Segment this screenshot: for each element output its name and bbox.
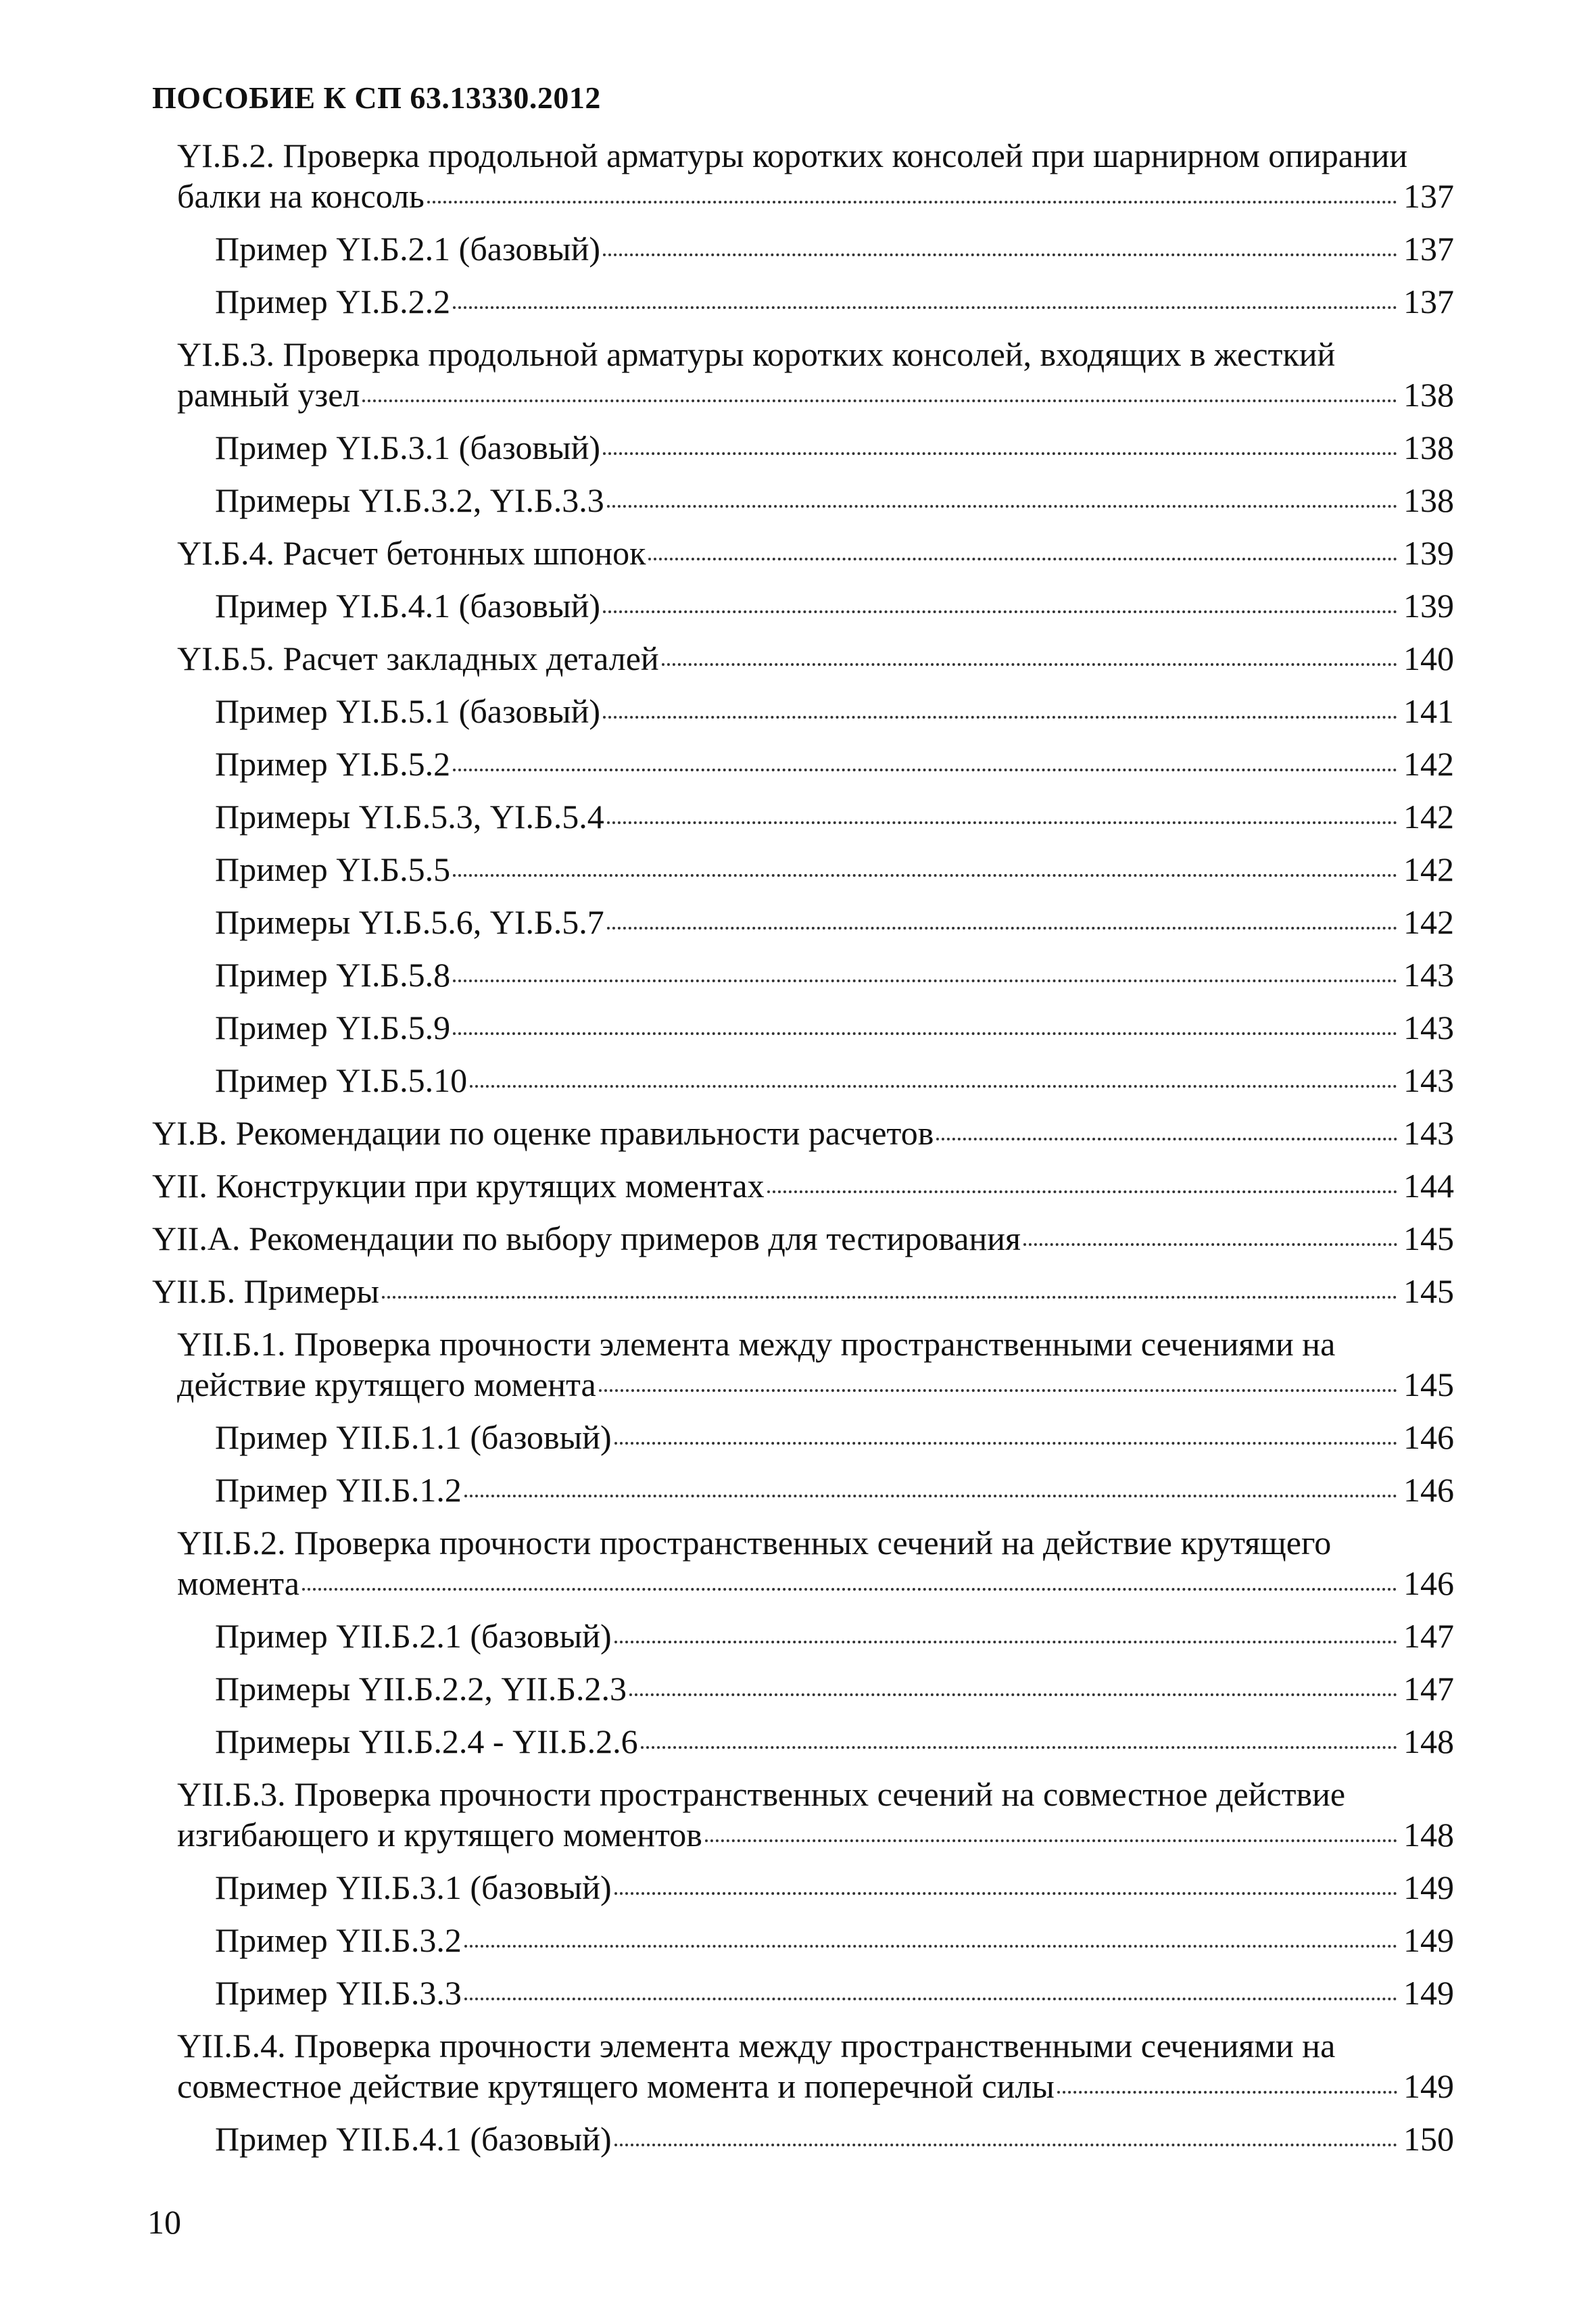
toc-entry-title: YI.В. Рекомендации по оценке правильности расчетов [152, 1114, 934, 1152]
dot-leader [614, 1641, 1397, 1643]
toc-entry-page: 145 [1403, 1272, 1454, 1310]
toc-entry-title: Пример YII.Б.3.1 (базовый) [215, 1868, 612, 1906]
dot-leader [464, 1998, 1397, 2000]
toc-entry-page: 142 [1403, 745, 1454, 783]
toc-entry-page: 148 [1403, 1816, 1454, 1854]
dot-leader [705, 1839, 1397, 1842]
dot-leader [427, 201, 1397, 203]
toc-entry-title: Пример YI.Б.4.1 (базовый) [215, 587, 601, 625]
toc-entry-page: 146 [1403, 1471, 1454, 1509]
toc-entry-page: 143 [1403, 956, 1454, 994]
toc-entry [0, 744, 1596, 796]
toc-entry-page: 143 [1403, 1114, 1454, 1152]
toc-entry-title: Примеры YII.Б.2.2, YII.Б.2.3 [215, 1670, 627, 1708]
toc-entry [0, 1218, 1596, 1271]
toc-entry-title: Пример YI.Б.5.5 [215, 850, 451, 888]
dot-leader [629, 1693, 1397, 1696]
toc-entry-page: 149 [1403, 1974, 1454, 2012]
toc-entry [0, 1668, 1596, 1721]
toc-entry-title: балки на консоль [177, 177, 425, 215]
toc-entry-page: 141 [1403, 692, 1454, 730]
toc-entry-page: 145 [1403, 1220, 1454, 1257]
document-header: ПОСОБИЕ К СП 63.13330.2012 [152, 80, 601, 115]
toc-entry-page: 137 [1403, 177, 1454, 215]
page-number: 10 [147, 2203, 181, 2241]
dot-leader [614, 1442, 1397, 1445]
toc-entry-title: Пример YI.Б.2.2 [215, 283, 451, 320]
dot-leader [453, 769, 1397, 771]
toc-entry [0, 638, 1596, 691]
toc-entry [0, 281, 1596, 334]
toc-entry-page: 140 [1403, 640, 1454, 677]
toc-entry-title-line: YI.Б.2. Проверка продольной арматуры коротких консолей при шарнирном опирании [177, 137, 1408, 174]
toc-entry [0, 1616, 1596, 1668]
dot-leader [362, 400, 1397, 402]
toc-entry-title-line: YI.Б.3. Проверка продольной арматуры коротких консолей, входящих в жесткий [177, 335, 1336, 373]
toc-entry-page: 138 [1403, 429, 1454, 466]
dot-leader [603, 254, 1397, 256]
toc-entry-page: 139 [1403, 587, 1454, 625]
dot-leader [1023, 1243, 1397, 1246]
toc-entry [0, 1774, 1596, 1867]
toc-entry [0, 427, 1596, 480]
toc-entry-title-line: YII.Б.1. Проверка прочности элемента между пространственными сечениями на [177, 1325, 1336, 1363]
toc-entry-page: 142 [1403, 850, 1454, 888]
toc-entry-title: Пример YI.Б.5.1 (базовый) [215, 692, 601, 730]
dot-leader [607, 821, 1397, 824]
toc-entry-page: 147 [1403, 1670, 1454, 1708]
toc-entry-title: Примеры YI.Б.3.2, YI.Б.3.3 [215, 481, 604, 519]
dot-leader [607, 927, 1397, 930]
dot-leader [453, 874, 1397, 877]
toc-entry-page: 137 [1403, 230, 1454, 268]
toc-entry-page: 139 [1403, 534, 1454, 572]
dot-leader [662, 663, 1397, 666]
toc-entry [0, 1973, 1596, 2025]
toc-entry-title: Пример YI.Б.5.10 [215, 1061, 468, 1099]
toc-entry [0, 480, 1596, 533]
toc-entry-title: Примеры YI.Б.5.6, YI.Б.5.7 [215, 903, 604, 941]
toc-entry [0, 955, 1596, 1007]
toc-entry [0, 334, 1596, 427]
toc-entry-page: 148 [1403, 1722, 1454, 1760]
toc-entry-title: Пример YII.Б.3.3 [215, 1974, 462, 2012]
dot-leader [614, 1892, 1397, 1895]
dot-leader [470, 1085, 1397, 1088]
toc-entry [0, 1007, 1596, 1060]
dot-leader [302, 1588, 1397, 1591]
toc-entry [0, 1920, 1596, 1973]
toc-entry-title: момента [177, 1564, 299, 1602]
toc-entry [0, 796, 1596, 849]
toc-entry-title: Пример YI.Б.5.9 [215, 1009, 451, 1046]
dot-leader [453, 980, 1397, 982]
toc-entry-title: YII. Конструкции при крутящих моментах [152, 1167, 765, 1205]
toc-entry-title: Пример YI.Б.3.1 (базовый) [215, 429, 601, 466]
toc-entry [0, 902, 1596, 955]
toc-entry-title: YI.Б.4. Расчет бетонных шпонок [177, 534, 646, 572]
dot-leader [614, 2144, 1397, 2146]
toc-entry-title: YI.Б.5. Расчет закладных деталей [177, 640, 659, 677]
toc-entry [0, 585, 1596, 638]
toc-entry-page: 149 [1403, 2067, 1454, 2105]
toc-entry-page: 149 [1403, 1921, 1454, 1959]
dot-leader [382, 1296, 1397, 1299]
toc-entry [0, 228, 1596, 281]
dot-leader [1057, 2091, 1397, 2094]
dot-leader [648, 558, 1397, 560]
toc-entry-title: Примеры YI.Б.5.3, YI.Б.5.4 [215, 798, 604, 836]
toc-entry [0, 2119, 1596, 2171]
toc-entry-page: 146 [1403, 1564, 1454, 1602]
toc-entry-title: Пример YII.Б.3.2 [215, 1921, 462, 1959]
toc-entry [0, 849, 1596, 902]
toc-entry-page: 142 [1403, 903, 1454, 941]
dot-leader [464, 1495, 1397, 1497]
toc-entry-page: 138 [1403, 376, 1454, 414]
toc-entry [0, 2025, 1596, 2119]
toc-entry-page: 137 [1403, 283, 1454, 320]
toc-entry-title: Пример YII.Б.1.1 (базовый) [215, 1418, 612, 1456]
dot-leader [453, 306, 1397, 309]
toc-entry-title-line: YII.Б.2. Проверка прочности пространственных сечений на действие крутящего [177, 1524, 1332, 1562]
dot-leader [603, 716, 1397, 719]
toc-entry [0, 1113, 1596, 1165]
toc-entry-page: 142 [1403, 798, 1454, 836]
toc-entry-title: YII.А. Рекомендации по выбору примеров для тестирования [152, 1220, 1021, 1257]
toc-entry [0, 691, 1596, 744]
toc-entry-title: Пример YII.Б.2.1 (базовый) [215, 1617, 612, 1655]
dot-leader [603, 610, 1397, 613]
toc-entry-title: Пример YI.Б.5.2 [215, 745, 451, 783]
toc-entry-title-line: YII.Б.3. Проверка прочности пространственных сечений на совместное действие [177, 1775, 1346, 1813]
dot-leader [453, 1032, 1397, 1035]
toc-entry-title: Примеры YII.Б.2.4 - YII.Б.2.6 [215, 1722, 638, 1760]
toc-entry [0, 1324, 1596, 1417]
toc-entry-page: 146 [1403, 1418, 1454, 1456]
toc-entry [0, 1417, 1596, 1470]
toc-entry-title: изгибающего и крутящего моментов [177, 1816, 702, 1854]
toc-entry [0, 533, 1596, 585]
toc-entry-page: 149 [1403, 1868, 1454, 1906]
dot-leader [603, 452, 1397, 455]
dot-leader [464, 1945, 1397, 1948]
toc-entry [0, 1271, 1596, 1324]
toc-entry-title: действие крутящего момента [177, 1366, 596, 1403]
toc-entry [0, 1060, 1596, 1113]
toc-entry-page: 147 [1403, 1617, 1454, 1655]
toc-entry-page: 143 [1403, 1061, 1454, 1099]
toc-entry-title: YII.Б. Примеры [152, 1272, 379, 1310]
toc-entry-title: Пример YI.Б.2.1 (базовый) [215, 230, 601, 268]
toc-entry-title-line: YII.Б.4. Проверка прочности элемента между пространственными сечениями на [177, 2027, 1336, 2065]
dot-leader [607, 505, 1397, 508]
toc-entry-page: 138 [1403, 481, 1454, 519]
toc-entry [0, 1470, 1596, 1522]
toc-entry-title: Пример YII.Б.1.2 [215, 1471, 462, 1509]
toc-entry-page: 143 [1403, 1009, 1454, 1046]
toc-entry [0, 1867, 1596, 1920]
toc-entry [0, 135, 1596, 228]
toc-entry-page: 145 [1403, 1366, 1454, 1403]
table-of-contents [0, 135, 1596, 2171]
toc-entry-title: рамный узел [177, 376, 360, 414]
toc-entry [0, 1522, 1596, 1616]
toc-entry-title: совместное действие крутящего момента и поперечной силы [177, 2067, 1055, 2105]
toc-entry-title: Пример YI.Б.5.8 [215, 956, 451, 994]
toc-entry-title: Пример YII.Б.4.1 (базовый) [215, 2120, 612, 2158]
toc-entry-page: 144 [1403, 1167, 1454, 1205]
toc-entry [0, 1165, 1596, 1218]
toc-entry-page: 150 [1403, 2120, 1454, 2158]
toc-entry [0, 1721, 1596, 1774]
dot-leader [641, 1746, 1397, 1749]
dot-leader [599, 1389, 1397, 1392]
dot-leader [936, 1138, 1397, 1140]
dot-leader [767, 1190, 1397, 1193]
